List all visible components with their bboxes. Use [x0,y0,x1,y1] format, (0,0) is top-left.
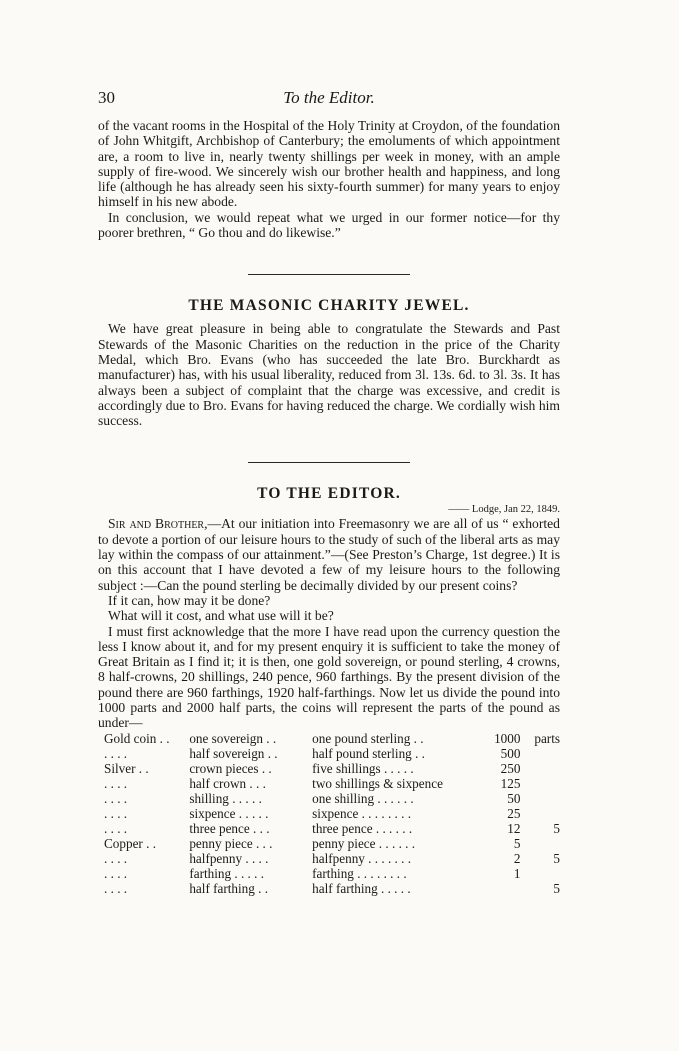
coin-parts: 2 [513,850,521,866]
coin-name: farthing . . . . . [189,865,265,881]
coin-name: three pence . . . [189,820,270,836]
coin-group: Gold coin . . [104,730,170,746]
coin-group: . . . . [104,820,128,836]
coin-group: . . . . [104,865,128,881]
coin-parts: 5 [513,835,521,851]
coin-name: sixpence . . . . . [189,805,269,821]
coin-parts: 50 [507,790,521,806]
table-row [98,806,560,821]
coin-equivalent: one shilling . . . . . . [312,790,414,806]
table-row [98,866,560,881]
coin-equivalent: one pound sterling . . [312,730,424,746]
coin-half-parts [520,806,560,821]
coin-name: halfpenny . . . . [189,850,269,866]
coin-parts: 12 [507,820,521,836]
coin-parts: 1000 [494,730,521,746]
jewel-article-title: THE MASONIC CHARITY JEWEL. [188,297,470,315]
coin-parts [487,881,521,896]
book-page [98,88,560,896]
coin-parts: 1 [513,865,521,881]
coin-half-parts [520,866,560,881]
conclusion-paragraph: In conclusion, we would repeat what we urged in our former notice—for thy poorer brethren, “ Go thou and do likewise.” [98,209,560,241]
coin-equivalent: sixpence . . . . . . . . [312,805,412,821]
coin-half-parts [520,761,560,776]
table-row [98,776,560,791]
coin-parts: 25 [507,805,521,821]
coin-parts: 500 [500,745,521,761]
table-row [98,731,560,746]
coin-name: crown pieces . . [189,760,272,776]
letter-title: TO THE EDITOR. [257,485,401,503]
coin-parts: 250 [500,760,521,776]
coin-name: one sovereign . . [189,730,277,746]
coin-name: penny piece . . . [189,835,273,851]
jewel-article [98,297,560,428]
running-head: To the Editor. [283,88,375,107]
table-row [98,761,560,776]
table-row [98,746,560,761]
coin-equivalent: farthing . . . . . . . . [312,865,407,881]
coin-name: half crown . . . [189,775,266,791]
coin-equivalent: halfpenny . . . . . . . [312,850,412,866]
coin-half-parts: 5 [553,820,560,836]
coin-group: . . . . [104,880,128,896]
jewel-article-body: We have great pleasure in being able to congratulate the Stewards and Past Stewards of the Masonic Charities on the reduction in the price of the Charity Medal, which Bro. Evans (who has succeeded the late Bro. Burckhardt as manufacturer) has, with his usual liberality, reduced from 3l. 13s. 6d. to 3l. 3s. It has always been a subject of complaint that the charge was excessive, and credit is accordingly due to Bro. Evans for having reduced the charge. We cordially wish him success. [98,321,560,429]
coin-half-parts [520,746,560,761]
letter-dateline: —— Lodge, Jan 22, 1849. [448,504,560,516]
coin-group: . . . . [104,850,128,866]
table-row [98,836,560,851]
continuation-section [98,118,560,240]
coin-parts: 125 [500,775,521,791]
coin-name: shilling . . . . . [189,790,262,806]
table-row [98,821,560,836]
coin-equivalent: three pence . . . . . . [312,820,413,836]
continuation-paragraph: of the vacant rooms in the Hospital of the Holy Trinity at Croydon, of the foundation of John Whitgift, Archbishop of Canterbury; the emoluments of which appointment are, a room to live in, nearly twenty shillings per week in money, with an ample supply of fire-wood. We sincerely wish our brother health and happiness, and long life (although he has already seen his sixty-fourth summer) for many years to enjoy himself in his new abode. [98,118,560,210]
coin-table [98,731,560,896]
coin-equivalent: penny piece . . . . . . [312,835,416,851]
letter-paragraph [98,516,560,592]
letter-paragraph-text: —At our initiation into Freemasonry we are all of us “ exhorted to devote a portion of our leisure hours to the study of such of the liberal arts as may lay within the compass of our attainment.”—(See Preston’s Charge, 1st degree.) It is on this account that I have devoted a few of my leisure hours to the following subject :—Can the pound sterling be decimally divided by our present coins? [98,516,560,593]
coin-equivalent: two shillings & sixpence [312,775,443,791]
coin-group: . . . . [104,790,128,806]
letter-paragraph: I must first acknowledge that the more I have read upon the currency question the less I know about it, and for my present enquiry it is sufficient to take the money of Great Britain as I find it; it is then, one gold sovereign, or pound sterling, 4 crowns, 8 half-crowns, 20 shillings, 240 pence, 960 farthings. By the present division of the pound there are 960 farthings, 1920 half-farthings. Now let us divide the pound into 1000 parts and 2000 half parts, the coins will represent the parts of the pound as under— [98,623,560,731]
table-row [98,851,560,866]
coin-group: . . . . [104,775,128,791]
coin-half-parts: 5 [553,880,560,896]
table-row [98,791,560,806]
coin-equivalent: five shillings . . . . . [312,760,414,776]
coin-group: Silver . . [104,760,149,776]
table-row [98,881,560,896]
letter-question: What will it cost, and what use will it be? [108,608,334,624]
coin-group: . . . . [104,805,128,821]
letter-question: If it can, how may it be done? [108,592,271,608]
coin-group: . . . . [104,745,128,761]
letter-salutation: Sir and Brother, [108,516,208,532]
coin-half-parts: 5 [553,850,560,866]
coin-half-parts [520,791,560,806]
page-number: 30 [98,88,115,107]
coin-equivalent: half farthing . . . . . [312,880,411,896]
coin-half-parts: parts [534,730,560,746]
letter-section [98,485,560,895]
coin-group: Copper . . [104,835,157,851]
coin-equivalent: half pound sterling . . [312,745,425,761]
coin-half-parts [520,776,560,791]
page-header [98,88,560,110]
coin-name: half sovereign . . [189,745,278,761]
coin-half-parts [520,836,560,851]
coin-name: half farthing . . [189,880,269,896]
